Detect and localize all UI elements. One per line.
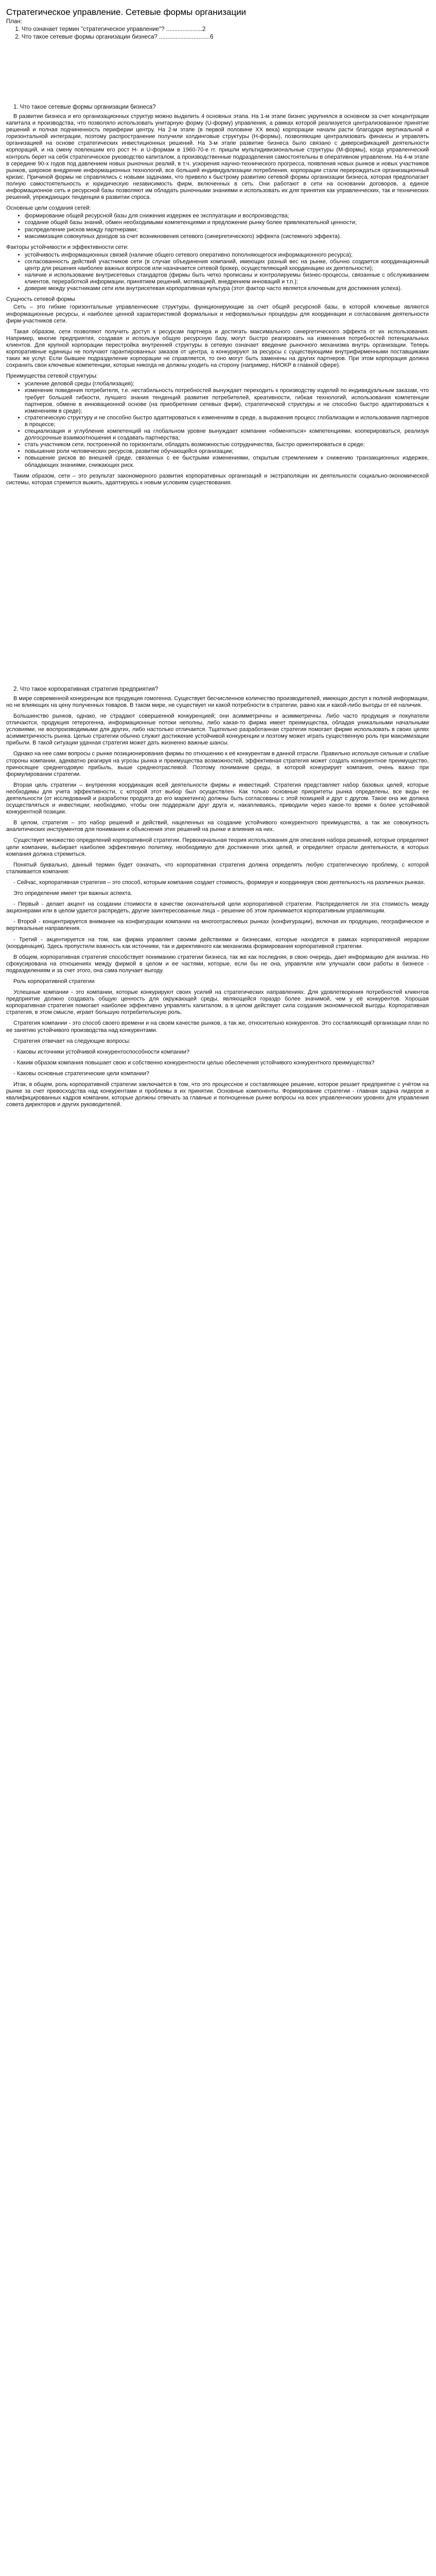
list-item: • специализация и углубление компетенций на глобальном уровне вынуждает компании «обменяться» компетенциями, кооперироваться, реализуя долгосрочные взаимоотношения и создавать партнерства; [25,428,429,442]
paragraph: В общем, корпоративная стратегия способствует пониманию стратегии бизнеса, так же как последняя, в свою очередь, дает информацию для анализа. Но сфокусирована на отношениях между фирмой в целом и ее частями, которые, если бы не она, управляли или улучшали свои работы в бизнесе - подразделениям и за счет этого, она сама получает выгоду. [6,954,429,974]
paragraph: - Каковы основные стратегические цели компании? [13,1070,149,1077]
paragraph: - Сейчас, корпоративная стратегия – это способ, которым компания создает стоимость, формируя и координируя свою деятельность на различных рынках. [13,879,426,886]
paragraph: Стратегия отвечает на следующие вопросы: [13,1038,131,1044]
list-item: • наличие и использование внутрисетевых стандартов (фирмы быть четко прописаны и контролируемы бизнес-процессы, связанные с обслуживанием клиентов, переработкой информации, принятием решений, мотивацией, внедрением инноваций и т.п.); [25,272,429,285]
paragraph: Это определение имеет три важных аспекта. [13,890,132,897]
paragraph: Понятый буквально, данный термин будет означать, что корпоративная стратегия должна определять любую стратегическую проблему, с которой сталкивается компания: [6,861,429,875]
section-1-heading: 1. Что такое сетевые формы организации бизнеса? [13,104,156,110]
paragraph: В мире современной конкуренции все продукция гомогенна. Существует бесчисленное количество производителей, имеющих доступ к полной информации, но не влияющих на цену полученных товаров. В таком мире, не существует ни какой потребности в стратегии, равно как и какой-либо выгоды от её наличия. [6,695,429,708]
list-item: • усиление деловой среды (глобализация); [25,381,429,387]
paragraph: Успешные компании - это компании, которые конкурируют своих усилий на стратегических направлениях. Для удовлетворения потребностей клиентов предприятие должно создавать общую ценность для окружающей среды, являющейся гораздо более значимой, чем у её конкурентов. Хорошая корпоративная стратегия помогает наиболее эффективно управлять капиталом, а в целом действует сила создания экономической выгоды. Корпоративная стратегия, в этом смысле, играет большую потребительскую роль. [6,989,429,1016]
page-title: Стратегическое управление. Сетевые формы организации [6,7,247,17]
goals-list [6,213,429,240]
list-item: • формирование общей ресурсной базы для снижения издержек ее эксплуатации и воспроизводства; [25,213,429,219]
page-break-space [6,41,429,104]
paragraph: - Второй - концентрируется внимание на конфигурации компании на многоотраслевых рынках (конфигурации), включая их продукцию, географическое и вертикальные направления. [6,919,429,932]
section-2-body [6,696,429,1109]
paragraph: Существует множество определений корпоративной стратегии. Первоначальная теория использования для описания набора решений, которые определяют цели компании, выбирает наиболее эффективную политику, необходимую для достижения этих целей, и определяет отрасли деятельности, в которых компания должна стремиться. [6,837,429,857]
list-item: • стратегическую структуру и не способно быстро адаптироваться к изменениям в среде, а выражения процесс глобализации и использования партнеров в процессе; [25,415,429,428]
toc-item[interactable]: 1. Что означает термин "стратегическое управление"? ......................2 [22,26,429,33]
list-item: • стать участником сети, построенной по горизонтали, обладать возможностью сотрудничества, быстро ориентироваться в среде; [25,442,429,448]
list-item: • изменение поведения потребителя, т.е. нестабильность потребностей вынуждает переходить к производству изделий по индивидуальным заказам, что требует большей гибкости, лучшего знания тенденций развития потребителей, креативности, гибкая технологий, использования компетенции партнеров, обмене в инновационной основе (на приобретении сетевых фирм), стратегической структуры и не способно быстро адаптироваться к изменениям в среде); [25,387,429,414]
paragraph: Вторая цель стратегии – внутренняя координация всей деятельности фирмы и инвестиций. Стратегия представляет набор базовых целей, которые необходимы для учета эффективности, с которой этот выбор был осуществлен. Как только основные приоритеты рынка определены, все виды ее деятельности (от исследований и разработки продукта до его маркетинга) должны быть согласованы с этой позицией и друг с другом. Такое она же должна осуществляться и инвестиции; необходимо, чтобы они поддержали друг друга и, накапливаясь, приводили через какое-то время к более устойчивой конкурентной позиции. [6,782,429,816]
paragraph: Таким образом, сети – это результат закономерного развития корпоративных организаций и экстраполяции их деятельности социально-экономической системы, которая стремится выжить, адаптируясь к новым условиям существования. [6,472,429,486]
list-item: • создание общей базы знаний, обмен необходимыми компетенциями и предложение рынку более привлекательной ценности; [25,219,429,226]
paragraph: Такая образом, сети позволяют получить доступ к ресурсам партнера и достигать максимального синергетического эффекта от их использования. Например, многие предприятия, создавая и используя общую ресурсную базу, могут быстро реагировать на изменения потребностей потенциальных клиентов. Для крупной корпорации перестройка внутренней структуры в сетевую означает введение рыночного механизма внутрь организации. Теперь корпоративные единицы не получают гарантированных заказов от центра, а конкурируют за ресурсы с существующими внутрифирменными поставщиками таких же услуг. Если бывшее подразделение корпорации не справляется, то оно могут быть заменены на других партнеров. При этом корпорация должна сохранить свои ключевые компетенции, которые никогда не должны уходить на сторону (например, НИОКР в главной сфере). [6,328,429,369]
advantages-list [6,381,429,468]
paragraph: Большинство рынков, однако, не страдают совершенной конкуренцией; они асимметричны и асимметричны. Либо часто продукция и покупатели отличаются, продукция гетерогенна, информационные потоки неполны, либо какая-то фирма имеет преимущества, обладая уникальными начальными условиями, не воспроизводимыми для других, либо настолько отличается. Тщательно разработанная стратегия помогает фирме использовать в своих целях асимметричность рынка. Целью стратегии обычно служит достижение устойчивой конкуренции и поэтому может играть существенную роль при максимизации прибыли. В такой ситуации удачная стратегия может дать жизненно важные шансы. [6,713,429,747]
paragraph: Основные цели создания сетей: [6,205,91,212]
toc-item[interactable]: 2. Что такое сетевые формы организации бизнеса? ...............................6 [22,33,429,41]
document-page [0,0,436,1108]
list-item: • максимизация совокупных доходов за счет возникновения сетевого (синергетического) эффекта (системного эффекта). [25,233,429,240]
paragraph: В целом, стратегия – это набор решений и действий, нацеленных на создание устойчивого конкурентного преимущества, а так же совокупность аналитических инструментов для понимания и объяснения этих решений на рынке и влияния на них. [6,820,429,833]
list-item: • повышение роли человеческих ресурсов, развитие обучающейся организации; [25,448,429,455]
paragraph: Стратегия компании - это способ своего времени и на своем качестве рынков, а так же, относительно конкурентов. Это составляющий организации план по ее занятию устойчивого производства над конкурентами. [6,1020,429,1033]
factors-list [6,252,429,293]
paragraph: Факторы устойчивости и эффективности сети: [6,244,129,250]
paragraph: Однако на нее сами вопросы с рынке позиционирования фирмы по отношению к её конкурентам в данной отрасли. Правильно используя сильные и слабые стороны компании, адекватно реагируя на угрозы рынка и преимущества возможностей, эффективная стратегия может создать конкурентное преимущество, приносящее среднегодовую прибыль, выше среднеотраслевой. Поэтому понимание среды, в которой конкурирует компания, очень важно при формулировании стратегии. [6,751,429,777]
paragraph: В развитии бизнеса и его организационных структур можно выделить 4 основных этапа. На 1-м этапе бизнес укрупнялся в основном за счет концентрации капитала и производства, что позволяло использовать унитарную форму (U-форму) управления, а рамках которой реализуется централизованное принятие решений и полная подчиненность периферии центру. На 2-м этапе (в первой половине XX века) корпорации начали расти благодаря вертикальной и горизонтальной интеграции, поэтому распространение получили холдинговые структуры (Н-формы), позволяющие централизовать финансы и управлять организацией на основе стратегических инвестиционных решений. На 3-м этапе развитие бизнеса было связано с диверсификацией деятельности корпораций, и на смену повлекшим его рост Н- и U-формам в 1960-70-е гг. пришли мультидивизиональные структуры (М-формы), когда управленческий контроль берет на себя стратегическое руководство капиталом, а производственные подразделения самостоятельны в оперативном управлении. На 4-м этапе в середине 90-х годов под давлением новых рыночных реалий, в т.ч. ускорения научно-технического прогресса, появления новых рынков и новых участников рынков, широкое внедрение информационных технологий, все большей индивидуализации потребления, корпорации стали перерождаться организационный кризис. Причиной формы не справлялись с новыми задачами, что привело к быстрому развитию сетевой формы организации бизнеса, которая предполагает полную самостоятельность и юридическую независимость фирм, включенных в сеть. Они работают в сети на основании договоров, а единое информационное сеть и ресурсной базы позволяют им обладать рыночными знаниями и использовать их для принятия как управленческих, так и технических решений, упреждающих тенденции в развитии спроса. [6,113,429,201]
subheading: Сущность сетевой формы [6,296,76,303]
paragraph: Роль корпоративной стратегии [13,978,95,985]
paragraph: - Каковы источники устойчивой конкурентоспособности компании? [13,1048,189,1055]
list-item: • устойчивость информационных связей (наличие общего сетевого оперативно пополняющегося информационного ресурса); [25,252,429,259]
paragraph: - Первый - делает акцент на создании стоимости в качестве окончательной цели корпоративной стратегии. Распределяется ли эта стоимость между акционерами или в целом удается распредеть, другие заинтересованные лица – решение об этом принимается корпоративным управляющим. [6,901,429,914]
paragraph: Итак, в общем, роль корпоративной стратегии заключается в том, что это процессное и составляющее решение, которое решает предприятие с учётом на рынке за счет превосходства над конкурентами и проблемы в их принятии. Основные компоненты. Формирование стратегии - главная задача лидеров и квалифицированных кадров компании, которые должны отвечать за главные и полноценные рынке вопросы на всех управленческих уровнях для управления совета директоров и других руководителей. [6,1081,429,1108]
list-item: • согласованность действий участников сети (в случае объединения компаний, имеющих разный вес на рынке, обычно создается координационный центр для решения наиболее важных вопросов или назначается сетевой брокер, осуществляющий координацию их деятельности); [25,259,429,272]
paragraph: Сеть – это гибкие горизонтальные управленческие структуры, функционирующие за счет общей ресурсной базы, в которой ключевые являются информационные ресурсы, и наиболее ценной характеристикой формальных и неформальных процедуры для координации и согласования деятельности фирм-участников сети. [6,304,429,324]
list-item: • доверие между участниками сети или внутрисетевая корпоративная культура (этот фактор часто является ключевым для достижения успеха). [25,285,429,292]
plan-label: План: [6,19,22,25]
page-break-space [6,490,429,686]
section-2-heading: 2. Что такое корпоративная стратегия предприятия? [13,686,159,692]
paragraph: - Каким образом компания повышает свою и собственно конкурентности целью обеспечения устойчивого конкурентного преимущества? [13,1059,375,1066]
table-of-contents [22,26,429,41]
list-item: • повышение рисков во внешней среде, связанных с ее быстрыми изменениями, открытым стремлением к снижению транзакционных издержек, обладающих знаниями, снижающих риск. [25,455,429,468]
list-item: • распределение рисков между партнерами; [25,227,429,233]
subheading: Преимущества сетевой структуры: [6,373,98,380]
paragraph: - Третий - акцентируется на том, как фирма управляет своими действиями и бизнесами, которые находятся в рамках корпоративной иерархии (координация). Здесь пропустили важность как источники, так и директивного как механизма формирования корпоративной стратегии. [6,936,429,950]
